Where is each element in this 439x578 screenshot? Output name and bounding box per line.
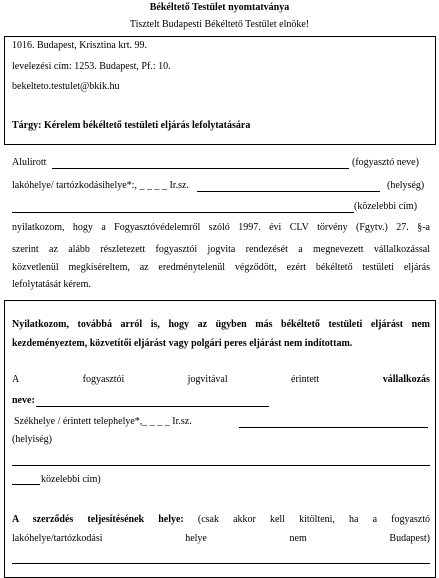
declaration-line-4: lefolytatását kérem. (12, 279, 91, 290)
statement-line-2: kezdeményeztem, közvetítői eljárást vagy polgári peres eljárást nem indítottam. (12, 338, 353, 349)
consumer-name-field[interactable] (52, 168, 349, 169)
business-word-2: fogyasztói (82, 374, 125, 385)
performance-word-3: nem (289, 533, 307, 544)
seat-address-field[interactable] (12, 465, 430, 466)
greeting: Tisztelt Budapesti Békéltető Testület elnöke! (129, 19, 310, 30)
seat-label: Székhelye / érintett telephelye*,_ _ _ _ Ir.sz. (14, 416, 192, 427)
performance-rest: (csak akkor kell kitölteni, ha a fogyasztó (197, 514, 431, 525)
statement-line-1: Nyilatkozom, továbbá arról is, hogy az ügyben más békéltető testületi eljárást nem (12, 319, 430, 330)
performance-line-1 (12, 514, 430, 526)
business-name-label: neve: (12, 395, 35, 406)
declaration-line-2: szerint az alább részletezett fogyasztói jogvita rendezését a megnevezett vállalkozással (12, 244, 430, 255)
city-suffix: (helység) (387, 180, 425, 191)
business-word-1: A (12, 374, 20, 385)
form-title: Békéltető Testület nyomtatványa (149, 2, 290, 13)
business-name-field[interactable] (36, 406, 269, 407)
subject: Tárgy: Kérelem békéltető testületi eljárás lefolytatására (12, 120, 251, 131)
email: bekelteto.testulet@bkik.hu (12, 81, 120, 92)
performance-word-2: helye (185, 533, 207, 544)
undersigned-label: Alulírott (12, 157, 47, 168)
performance-bold: A szerződés teljesítésének helye: (12, 514, 184, 525)
consumer-name-suffix: (fogyasztó neve) (352, 157, 419, 168)
closer-address-field[interactable] (12, 484, 40, 485)
address-suffix: (közelebbi cím) (354, 201, 418, 212)
performance-place-field[interactable] (12, 563, 430, 564)
residence-city-field[interactable] (197, 191, 380, 192)
performance-line-2 (12, 533, 430, 545)
declaration-line-3: közvetlenül megkíséreltem, az eredménytelenül végződött, ezért békéltető testületi eljárás (12, 262, 430, 273)
address-line-1: 1016. Budapest, Krisztina krt. 99. (12, 40, 147, 51)
seat-city-field[interactable] (239, 427, 428, 428)
business-word-3: jogvitával (187, 374, 228, 385)
business-word-4: érintett (291, 374, 320, 385)
performance-word-4: Budapest) (389, 533, 430, 544)
business-line (12, 374, 430, 386)
declaration-line-1: nyilatkozom, hogy a Fogyasztóvédelemről szóló 1997. évi CLV törvény (Fgytv.) 27. §-a (12, 222, 430, 233)
city-label: (helyiség) (12, 434, 52, 445)
consumer-address-field[interactable] (12, 212, 354, 213)
residence-label: lakóhelye/ tartózkodásihelye*:, _ _ _ _ Ir.sz. (12, 180, 189, 191)
business-word-5: vállalkozás (382, 374, 430, 385)
address-line-2: levelezési cím: 1253. Budapest, Pf.: 10. (12, 61, 171, 72)
performance-word-1: lakóhelye/tartózkodási (12, 533, 103, 544)
closer-address-label: közelebbi cím) (41, 474, 101, 485)
